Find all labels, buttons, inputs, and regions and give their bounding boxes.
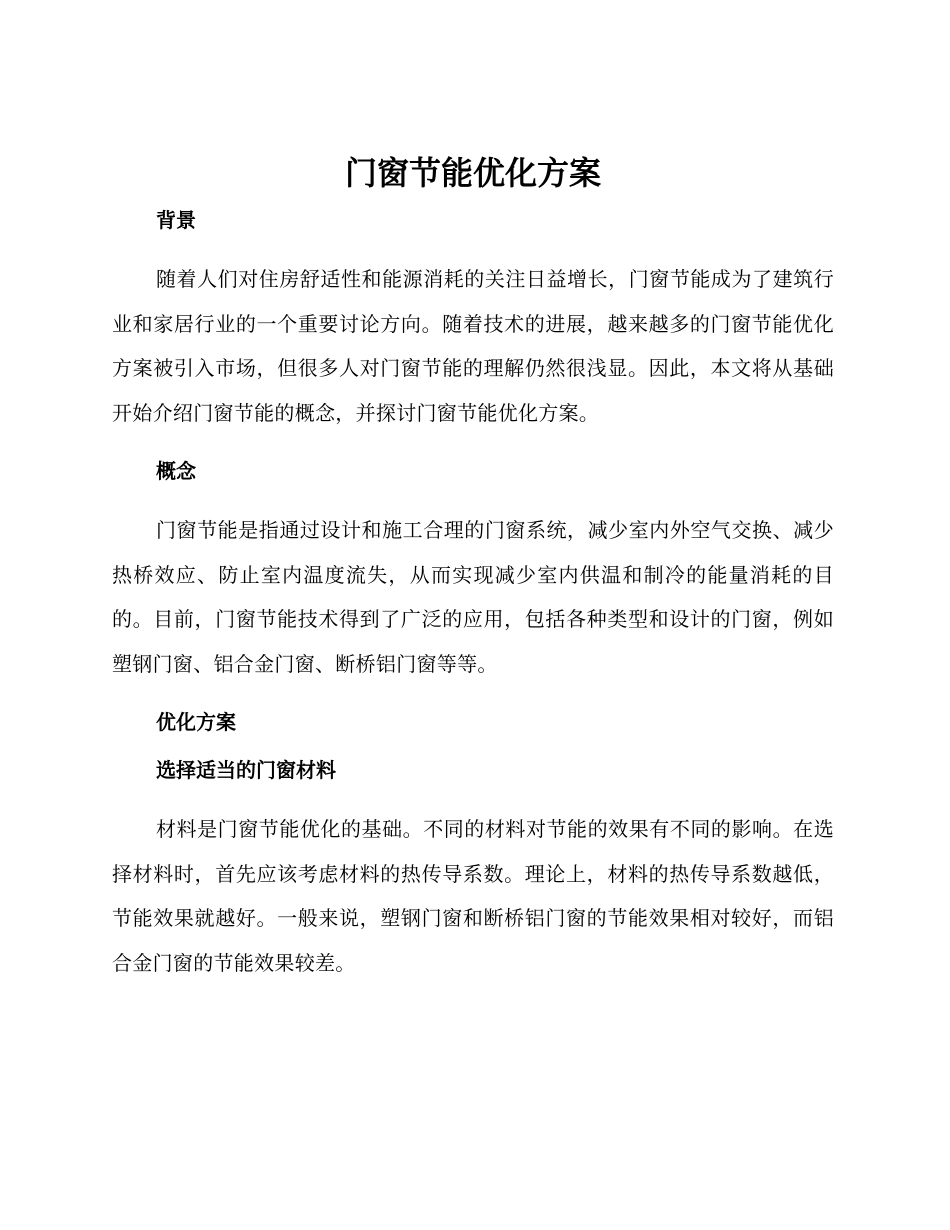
paragraph-background: 随着人们对住房舒适性和能源消耗的关注日益增长，门窗节能成为了建筑行业和家居行业的一个重要讨论方向。随着技术的进展，越来越多的门窗节能优化方案被引入市场，但很多人对门窗节能的理解仍然很浅显。因此，本文将从基础开始介绍门窗节能的概念，并探讨门窗节能优化方案。 (112, 267, 834, 425)
paragraph-concept: 门窗节能是指通过设计和施工合理的门窗系统，减少室内外空气交换、减少热桥效应、防止室内温度流失，从而实现减少室内供温和制冷的能量消耗的目的。目前，门窗节能技术得到了广泛的应用，包括各种类型和设计的门窗，例如塑钢门窗、铝合金门窗、断桥铝门窗等等。 (112, 518, 834, 676)
paragraph-materials: 材料是门窗节能优化的基础。不同的材料对节能的效果有不同的影响。在选择材料时，首先应该考虑材料的热传导系数。理论上，材料的热传导系数越低，节能效果就越好。一般来说，塑钢门窗和断桥铝门窗的节能效果相对较好，而铝合金门窗的节能效果较差。 (112, 817, 834, 975)
section-heading-concept: 概念 (156, 459, 196, 483)
section-heading-optimization: 优化方案 (156, 710, 236, 734)
subsection-heading-materials: 选择适当的门窗材料 (156, 758, 336, 782)
document-body (112, 151, 834, 985)
section-heading-background: 背景 (156, 208, 196, 232)
document-title: 门窗节能优化方案 (344, 154, 601, 192)
